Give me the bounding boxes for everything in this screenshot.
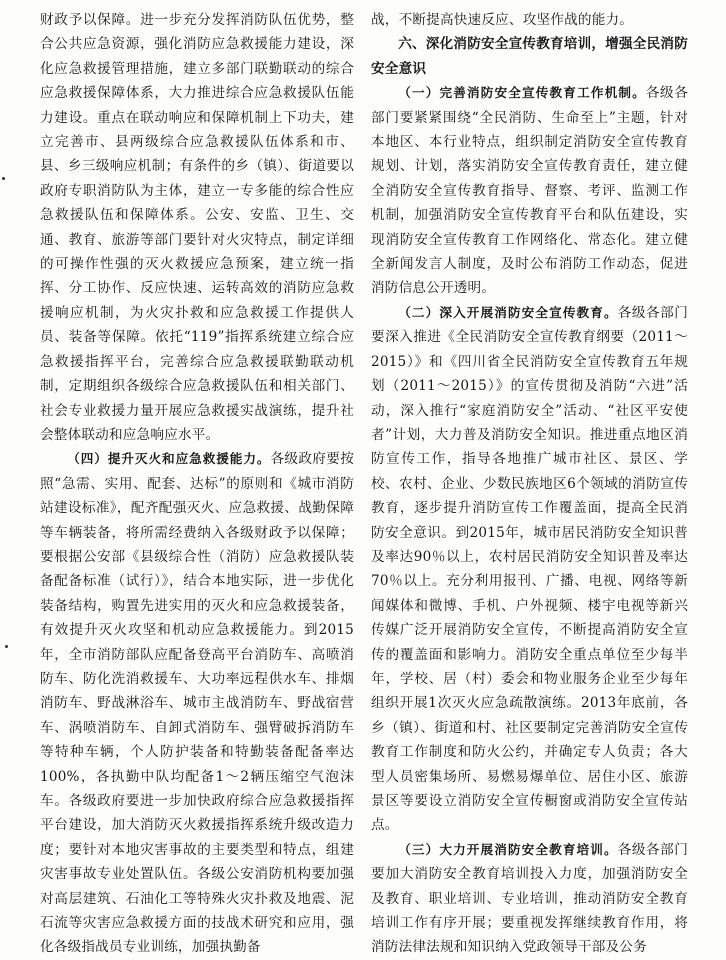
paragraph: 战，不断提高快速反应、攻坚作战的能力。 (371, 12, 634, 28)
paragraph (371, 838, 688, 960)
paragraph-body: 各级政府要按照“急需、实用、配套、达标”的原则和《城市消防站建设标准》，配齐配强灭火、应急救援、战勤保障等车辆装备，将所需经费纳入各级财政予以保障；要根据公安部《县级综合性（消防）应急救援队装备配备标准（试行）》，结合本地实际，进一步优化装备结构，购置先进实用的灭火和应急救援装备，有效提升灭火攻坚和机动应急救援能力。到2015年，全市消防部队应配备登高平台消防车、高喷消防车、防化洗消救援车、大功率远程供水车、排烟消防车、野战淋浴车、城市主战消防车、野战宿营车、涡喷消防车、自卸式消防车、强臂破拆消防车等特种车辆，个人防护装备和特勤装备配备率达100%，各执勤中队均配备1～2辆压缩空气泡沫车。各级政府要进一步加快政府综合应急救援指挥平台建设，加大消防灭火救援指挥系统升级改造力度；要针对本地灾害事故的主要类型和特点，组建灾害事故专业处置队伍。各级公安消防机构要加强对高层建筑、石油化工等特殊火灾扑救及地震、泥石流等灾害应急救援方面的技战术研究和应用，强化各级指战员专业训练，加强执勤备 (40, 451, 355, 956)
paragraph-body: 各级各部门要紧紧围绕“全民消防、生命至上”主题，针对本地区、本行业特点，组织制定消防安全宣传教育规划、计划，落实消防安全宣传教育责任，建立健全消防安全宣传教育指导、督察、考评、监测工作机制，加强消防安全宣传教育平台和队伍建设，实现消防安全宣传教育工作网络化、常态化。建立健全新闻发言人制度，及时公布消防工作动态，促进消防信息公开透明。 (371, 85, 688, 297)
left-column (40, 8, 354, 960)
right-column (371, 8, 688, 960)
subsection-title: （一）完善消防安全宣传教育工作机制。 (398, 85, 646, 101)
scan-mark (5, 645, 8, 648)
subsection-title: （二）深入开展消防安全宣传教育。 (398, 304, 618, 320)
paragraph (371, 301, 688, 838)
paragraph: 财政予以保障。进一步充分发挥消防队伍优势，整合公共应急资源，强化消防应急救援能力建设，深化应急救援管理措施，建立多部门联勤联动的综合应急救援保障体系，大力推进综合应急救援队伍能力建设。重点在联动响应和保障机制上下功夫，建立完善市、县两级综合应急救援队伍体系和市、县、乡三级响应机制；有条件的乡（镇）、街道要以政府专职消防队为主体，建立一专多能的综合性应急救援队伍和保障体系。公安、安监、卫生、交通、教育、旅游等部门要针对火灾特点，制定详细的可操作性强的灭火救援应急预案，建立统一指挥、分工协作、反应快速、运转高效的消防应急救援响应机制，为火灾扑救和应急救援工作提供人员、装备等保障。依托“119”指挥系统建立综合应急救援指挥平台，完善综合应急救援联勤联动机制，定期组织各级综合应急救援队伍和相关部门、社会专业救援力量开展应急救援实战演练，提升社会整体联动和应急响应水平。 (40, 12, 354, 443)
subsection-title: （四）提升灭火和应急救援能力。 (67, 451, 271, 467)
paragraph-body: 各级各部门要深入推进《全民消防安全宣传教育纲要（2011～2015）》和《四川省全民消防安全宣传教育五年规划（2011～2015）》的宣传贯彻及消防“六进”活动，深入推行“家庭消防安全”活动、“社区平安使者”计划，大力普及消防安全知识。推进重点地区消防宣传工作，指导各地推广城市社区、景区、学校、农村、企业、少数民族地区6个领域的消防宣传教育，逐步提升消防宣传工作覆盖面，提高全民消防安全意识。到2015年，城市居民消防安全知识普及率达90％以上，农村居民消防安全知识普及率达70％以上。充分利用报刊、广播、电视、网络等新闻媒体和微博、手机、户外视频、楼宇电视等新兴传媒广泛开展消防安全宣传，不断提高消防安全宣传的覆盖面和影响力。消防安全重点单位至少每半年，学校、居（村）委会和物业服务企业至少每年组织开展1次灭火应急疏散演练。2013年底前，各乡（镇）、街道和村、社区要制定完善消防安全宣传教育工作制度和防火公约，并确定专人负责；各大型人员密集场所、易燃易爆单位、居住小区、旅游景区等要设立消防安全宣传橱窗或消防安全宣传站点。 (371, 304, 688, 834)
paragraph (371, 81, 688, 301)
section-heading: 六、深化消防安全宣传教育培训，增强全民消防安全意识 (371, 36, 688, 77)
paragraph (40, 447, 354, 960)
scan-mark (2, 177, 5, 180)
subsection-title: （三）大力开展消防安全教育培训。 (398, 841, 618, 857)
paragraph-body: 各级各部门要加大消防安全教育培训投入力度，加强消防安全及教育、职业培训、专业培训，推动消防安全教育培训工作有序开展；要重视发挥继续教育作用，将消防法律法规和知识纳入党政领导干部及公务 (371, 841, 688, 956)
